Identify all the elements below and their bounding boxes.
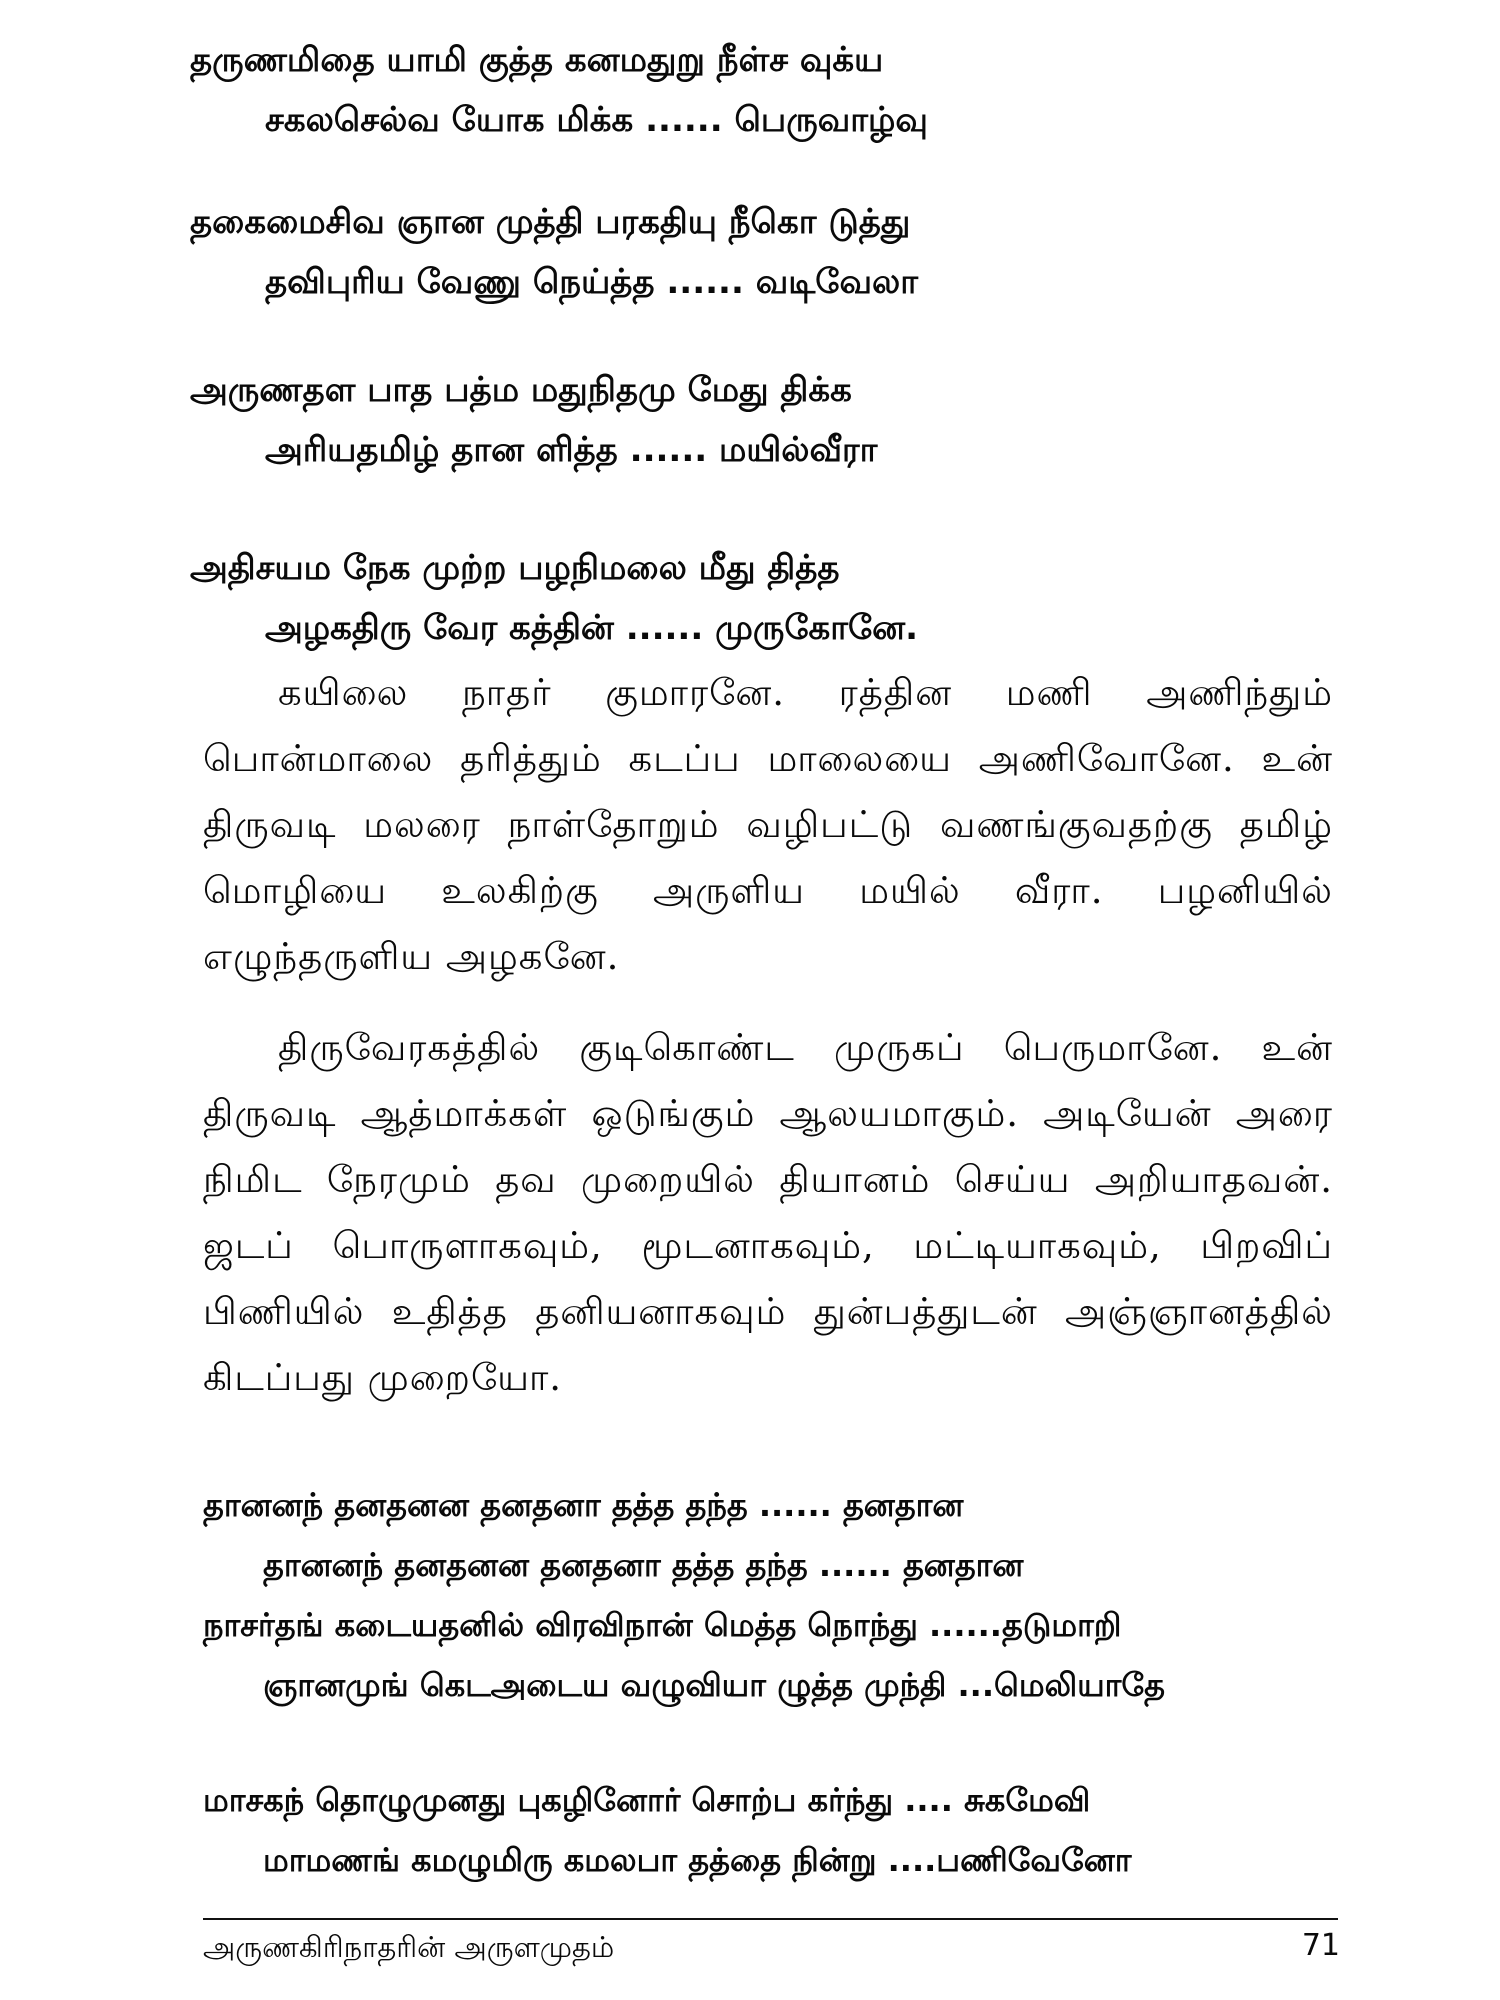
- verse-line: தருணமிதை யாமி குத்த கனமதுறு நீள்ச வுக்ய: [190, 40, 884, 80]
- verse-line: அதிசயம நேக முற்ற பழநிமலை மீது தித்த: [190, 548, 840, 588]
- verse-line: தகைமைசிவ ஞான முத்தி பரகதியு நீகொ டுத்து: [190, 202, 911, 242]
- verse-line: சகலசெல்வ யோக மிக்க ...... பெருவாழ்வு: [265, 100, 928, 140]
- verse-line: தானனந் தனதனன தனதனா தத்த தந்த ...... தனதான: [203, 1486, 964, 1524]
- footer-divider: [203, 1918, 1338, 1920]
- prose-paragraph-1: கயிலை நாதர் குமாரனே. ரத்தின மணி அணிந்தும் பொன்மாலை தரித்தும் கடப்ப மாலையை அணிவோனே. உன் திருவடி மலரை நாள்தோறும் வழிபட்டு வணங்குவதற்கு தமிழ் மொழியை உலகிற்கு அருளிய மயில் வீரா. பழனியில் எழுந்தருளிய அழகனே.: [203, 671, 1333, 978]
- verse-line: மாமணங் கமழுமிரு கமலபா தத்தை நின்று ....பணிவேனோ: [263, 1841, 1132, 1879]
- verse-stanza-4: [190, 538, 1340, 658]
- verse-stanza-2: [190, 192, 1340, 312]
- prose-paragraph-2: திருவேரகத்தில் குடிகொண்ட முருகப் பெருமானே. உன் திருவடி ஆத்மாக்கள் ஒடுங்கும் ஆலயமாகும். அடியேன் அரை நிமிட நேரமும் தவ முறையில் தியானம் செய்ய அறியாதவன். ஜடப் பொருளாகவும், மூடனாகவும், மட்டியாகவும், பிறவிப் பிணியில் உதித்த தனியனாகவும் துன்பத்துடன் அஞ்ஞானத்தில் கிடப்பது முறையோ.: [203, 1026, 1333, 1399]
- verse-line: ஞானமுங் கெடஅடைய வழுவியா ழுத்த முந்தி ...மெலியாதே: [263, 1666, 1165, 1704]
- verse-line: அழகதிரு வேர கத்தின் ...... முருகோனே.: [265, 608, 919, 648]
- verse-line: அருணதள பாத பத்ம மதுநிதமு மேது திக்க: [190, 370, 852, 410]
- verse-line: தானனந் தனதனன தனதனா தத்த தந்த ...... தனதான: [263, 1546, 1024, 1584]
- verse-line: நாசர்தங் கடையதனில் விரவிநான் மெத்த நொந்து ......தடுமாறி: [203, 1606, 1122, 1644]
- verse-stanza-1: [190, 30, 1340, 150]
- page-number: 71: [1301, 1928, 1340, 1963]
- verse-stanza-3: [190, 360, 1340, 480]
- verse-line: அரியதமிழ் தான ளித்த ...... மயில்வீரா: [265, 430, 878, 470]
- verse-line: தவிபுரிய வேணு நெய்த்த ...... வடிவேலா: [265, 262, 918, 302]
- song-block-2: [203, 1770, 1353, 1890]
- running-footer-title: அருணகிரிநாதரின் அருளமுதம்: [203, 1930, 615, 1964]
- song-block-1: [203, 1475, 1353, 1715]
- verse-line: மாசகந் தொழுமுனது புகழினோர் சொற்ப கர்ந்து .... சுகமேவி: [203, 1781, 1091, 1819]
